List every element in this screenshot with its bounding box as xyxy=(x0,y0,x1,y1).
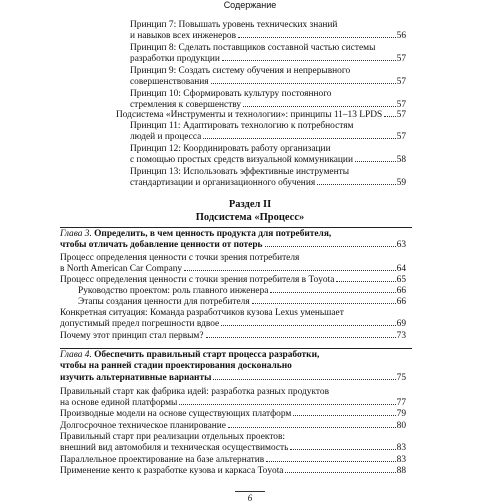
toc-chapter-3[interactable] xyxy=(60,229,406,252)
toc-entry-text: Подсистема «Инструменты и технологии»: принципы 11–13 LPDS xyxy=(116,110,383,120)
toc-page-number: 75 xyxy=(396,372,406,383)
toc-chapter-4[interactable] xyxy=(60,350,406,384)
toc-page-number: 83 xyxy=(396,455,406,465)
toc-page-number: 80 xyxy=(396,421,406,431)
chapter-title: Обеспечить правильный старт процесса разработки, xyxy=(94,350,320,360)
toc-page-number: 69 xyxy=(396,319,406,330)
toc-entry-text: Правильный старт как фабрика идей: разработка разных продуктов xyxy=(60,387,329,397)
toc-entry-text: и навыков всех инженеров xyxy=(130,31,237,42)
toc-page-number: 57 xyxy=(396,54,406,65)
toc-entry-text: внешний вид автомобиля и техническая осуществимость xyxy=(60,443,289,454)
toc-page-number: 88 xyxy=(396,466,406,476)
toc-entry-text: Руководство проектом: роль главного инженера xyxy=(78,286,269,296)
toc-entry-text: Почему этот принцип стал первым? xyxy=(60,331,204,341)
toc-entry-text: стремления к совершенству xyxy=(130,100,242,111)
toc-entry-text: Долгосрочное техническое планирование xyxy=(60,421,226,431)
running-header: Содержание xyxy=(223,0,277,10)
chapter-label: Глава 3. xyxy=(60,229,92,239)
footer-rule xyxy=(235,491,265,492)
toc-entry-text: людей и процесса xyxy=(130,132,202,143)
toc-entry-principle-11[interactable] xyxy=(130,121,406,144)
toc-page-number: 79 xyxy=(396,409,406,419)
toc-entry-text: Производные модели на основе существующих платформ xyxy=(60,409,292,419)
toc-entry-text: Правильный старт при реализации отдельных проектов: xyxy=(60,432,286,442)
toc-entry-text: Принцип 11: Адаптировать технологию к потребностям xyxy=(130,121,354,131)
chapter-title: Определить, в чем ценность продукта для потребителя, xyxy=(94,229,332,239)
chapter-title: чтобы отличать добавление ценности от потерь xyxy=(60,240,263,251)
toc-entry-text: на основе единой платформы xyxy=(60,398,178,409)
toc-entry-text: допустимый предел погрешности вдвое xyxy=(60,319,220,330)
toc-entry[interactable] xyxy=(60,455,406,466)
chapter-title: чтобы на ранней стадии проектирования досконально xyxy=(60,361,292,372)
toc-entry-text: Процесс определения ценности с точки зрения потребителя xyxy=(60,253,300,263)
toc-entry[interactable] xyxy=(60,331,406,342)
toc-page-number: 66 xyxy=(396,286,406,296)
toc-entry-text: Параллельное проектирование на базе альтернатив xyxy=(60,455,265,465)
chapter-title: изучить альтернативные варианты xyxy=(60,372,212,383)
toc-entry-principle-8[interactable] xyxy=(130,43,406,66)
toc-entry[interactable] xyxy=(60,387,406,410)
toc-entry[interactable] xyxy=(60,275,406,286)
toc-entry-text: с помощью простых средств визуальной коммуникации xyxy=(130,155,353,166)
section-subheading: Подсистема «Процесс» xyxy=(195,212,305,223)
toc-entry-text: стандартизации и организационного обучения xyxy=(130,178,316,189)
toc-entry-text: Этапы создания ценности для потребителя xyxy=(78,297,250,307)
toc-page-number: 59 xyxy=(396,178,406,189)
toc-entry-text: Процесс определения ценности с точки зрения потребителя в Toyota xyxy=(60,275,335,285)
toc-entry[interactable] xyxy=(60,466,406,477)
toc-entry-principle-10[interactable] xyxy=(130,89,406,112)
toc-entry[interactable] xyxy=(60,421,406,432)
page-number: 6 xyxy=(247,493,253,503)
chapter-label: Глава 4. xyxy=(60,350,92,360)
toc-entry[interactable] xyxy=(78,297,406,308)
toc-page-number: 57 xyxy=(396,77,406,88)
toc-entry[interactable] xyxy=(60,308,406,331)
toc-entry-tools-subsystem[interactable] xyxy=(116,110,406,121)
toc-entry-text: совершенствования xyxy=(130,77,209,88)
toc-entry-text: Принцип 9: Создать систему обучения и непрерывного xyxy=(130,66,351,76)
chapter-divider xyxy=(60,227,412,228)
toc-page-number: 57 xyxy=(396,132,406,143)
toc-entry[interactable] xyxy=(78,286,406,297)
toc-entry-text: Принцип 10: Сформировать культуру постоянного xyxy=(130,89,332,99)
toc-entry-principle-12[interactable] xyxy=(130,144,406,167)
toc-page-number: 65 xyxy=(396,275,406,285)
toc-page-number: 63 xyxy=(396,240,406,251)
chapter-divider xyxy=(60,348,412,349)
toc-entry[interactable] xyxy=(60,253,406,276)
toc-page-number: 73 xyxy=(396,331,406,341)
toc-entry[interactable] xyxy=(60,432,406,455)
toc-entry-text: Принцип 12: Координировать работу организации xyxy=(130,144,331,154)
toc-entry-text: разработки продукции xyxy=(130,54,220,65)
toc-page-number: 83 xyxy=(396,443,406,454)
toc-page-number: 57 xyxy=(396,100,406,111)
toc-page-number: 77 xyxy=(396,398,406,409)
toc-entry-text: Принцип 13: Использовать эффективные инструменты xyxy=(130,167,350,177)
toc-entry-principle-9[interactable] xyxy=(130,66,406,89)
toc-page-number: 57 xyxy=(396,110,406,120)
toc-entry-principle-13[interactable] xyxy=(130,167,406,190)
toc-entry-text: Принцип 8: Сделать поставщиков составной частью системы xyxy=(130,43,376,53)
toc-page-number: 58 xyxy=(396,155,406,166)
toc-entry-text: Принцип 7: Повышать уровень технических знаний xyxy=(130,20,338,30)
toc-entry-text: в North American Car Company xyxy=(60,264,183,275)
toc-page-number: 56 xyxy=(396,31,406,42)
toc-entry-text: Конкретная ситуация: Команда разработчиков кузова Lexus уменьшает xyxy=(60,308,344,318)
toc-page-number: 64 xyxy=(396,264,406,275)
toc-entry-text: Применение кенто к разработке кузова и каркаса Toyota xyxy=(60,466,284,476)
toc-entry-principle-7[interactable] xyxy=(130,20,406,43)
toc-page-number: 66 xyxy=(396,297,406,307)
toc-entry[interactable] xyxy=(60,409,406,420)
section-heading: Раздел II xyxy=(228,199,272,210)
